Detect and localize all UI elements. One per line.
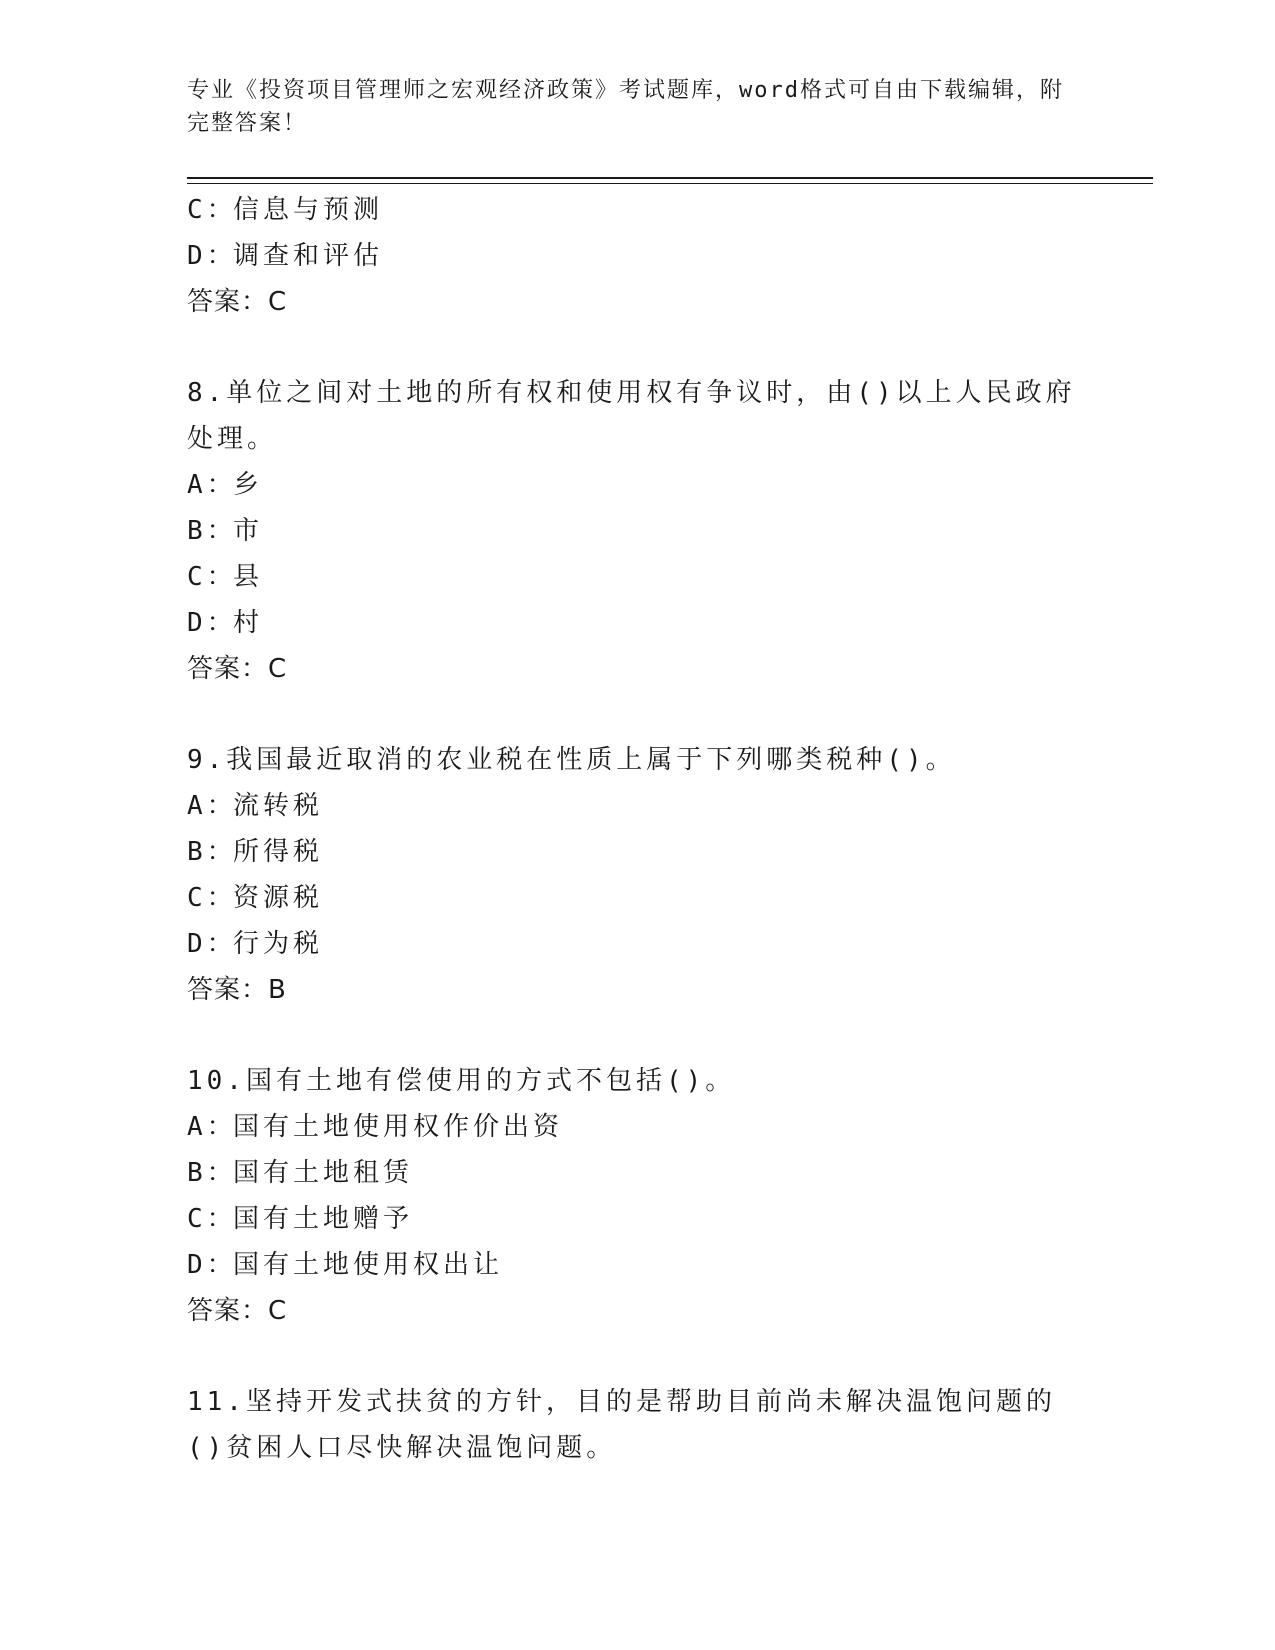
- option-key: C：: [187, 562, 237, 592]
- option-text: 流转税: [233, 791, 324, 821]
- option-text: 调查和评估: [233, 241, 384, 271]
- question-block-11: [187, 1379, 1087, 1471]
- option-key: A：: [187, 791, 237, 821]
- option-text: 信息与预测: [233, 195, 384, 225]
- option-key: B：: [187, 516, 237, 546]
- option-d: [187, 921, 1087, 967]
- document-header: 专业《投资项目管理师之宏观经济政策》考试题库，word格式可自由下载编辑，附完整答案！: [187, 78, 1064, 136]
- option-key: A：: [187, 470, 237, 500]
- question-text: 10.国有土地有偿使用的方式不包括()。: [187, 1066, 736, 1096]
- option-key: B：: [187, 1158, 237, 1188]
- header-rule-thick: [187, 177, 1153, 179]
- option-key: A：: [187, 1112, 237, 1142]
- option-b: [187, 508, 1087, 554]
- question-list: [187, 187, 1087, 1471]
- option-key: C：: [187, 1204, 237, 1234]
- option-text: 乡: [233, 470, 264, 500]
- option-text: 县: [233, 562, 264, 592]
- option-text: 国有土地租赁: [233, 1158, 414, 1188]
- option-key: C：: [187, 883, 237, 913]
- question-text: 8.单位之间对土地的所有权和使用权有争议时，由()以上人民政府处理。: [187, 378, 1076, 454]
- answer-line: 答案：C: [187, 654, 288, 684]
- option-key: D：: [187, 608, 237, 638]
- option-key: C：: [187, 195, 237, 225]
- option-b: [187, 1150, 1087, 1196]
- answer-line: 答案：C: [187, 287, 288, 317]
- question-text: 9.我国最近取消的农业税在性质上属于下列哪类税种()。: [187, 745, 956, 775]
- option-text: 村: [233, 608, 264, 638]
- option-text: 所得税: [233, 837, 324, 867]
- option-text: 国有土地使用权出让: [233, 1250, 504, 1280]
- option-key: D：: [187, 929, 237, 959]
- question-text: 11.坚持开发式扶贫的方针，目的是帮助目前尚未解决温饱问题的()贫困人口尽快解决温饱问题。: [187, 1387, 1056, 1463]
- option-d: [187, 1242, 1087, 1288]
- question-block-7: [187, 187, 1087, 325]
- option-d: [187, 233, 1087, 279]
- option-a: [187, 783, 1087, 829]
- option-b: [187, 829, 1087, 875]
- option-d: [187, 600, 1087, 646]
- option-c: [187, 554, 1087, 600]
- question-block-8: [187, 370, 1087, 692]
- option-a: [187, 462, 1087, 508]
- option-c: [187, 187, 1087, 233]
- option-text: 国有土地赠予: [233, 1204, 414, 1234]
- header-rule-thin: [187, 183, 1153, 184]
- answer-line: 答案：B: [187, 975, 287, 1005]
- option-text: 行为税: [233, 929, 324, 959]
- option-key: D：: [187, 241, 237, 271]
- option-text: 市: [233, 516, 264, 546]
- question-block-9: [187, 737, 1087, 1013]
- option-key: D：: [187, 1250, 237, 1280]
- option-c: [187, 875, 1087, 921]
- option-text: 国有土地使用权作价出资: [233, 1112, 564, 1142]
- option-text: 资源税: [233, 883, 324, 913]
- option-a: [187, 1104, 1087, 1150]
- answer-line: 答案：C: [187, 1296, 288, 1326]
- option-c: [187, 1196, 1087, 1242]
- option-key: B：: [187, 837, 237, 867]
- question-block-10: [187, 1058, 1087, 1334]
